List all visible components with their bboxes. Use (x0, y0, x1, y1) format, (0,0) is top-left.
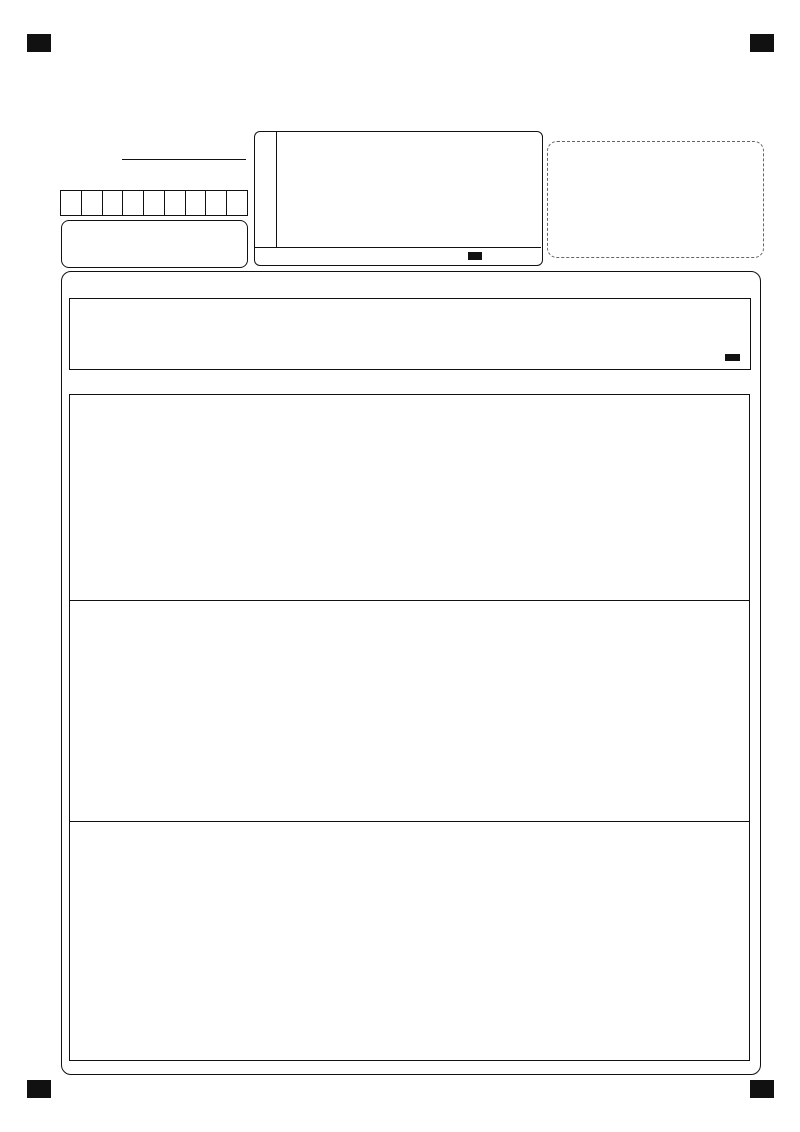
correct-fill-sample (468, 252, 482, 260)
answer-box-q16-part2[interactable] (69, 598, 750, 822)
barcode-area (547, 141, 764, 258)
corner-mark-top-left (27, 34, 51, 52)
id-number-grid[interactable] (60, 190, 248, 216)
notice-side-label (254, 131, 277, 247)
answer-box-q17-part1[interactable] (69, 821, 750, 1061)
corner-mark-top-right (750, 34, 774, 52)
choice-area (69, 298, 751, 370)
answer-box-q16-part1[interactable] (69, 394, 750, 601)
fill-sample-row (254, 247, 541, 265)
name-field[interactable] (122, 144, 246, 160)
notice-box (254, 131, 543, 266)
absent-sticker-area (61, 220, 248, 268)
choice-area-mark (725, 354, 740, 361)
corner-mark-bottom-right (750, 1080, 774, 1098)
corner-mark-bottom-left (27, 1080, 51, 1098)
